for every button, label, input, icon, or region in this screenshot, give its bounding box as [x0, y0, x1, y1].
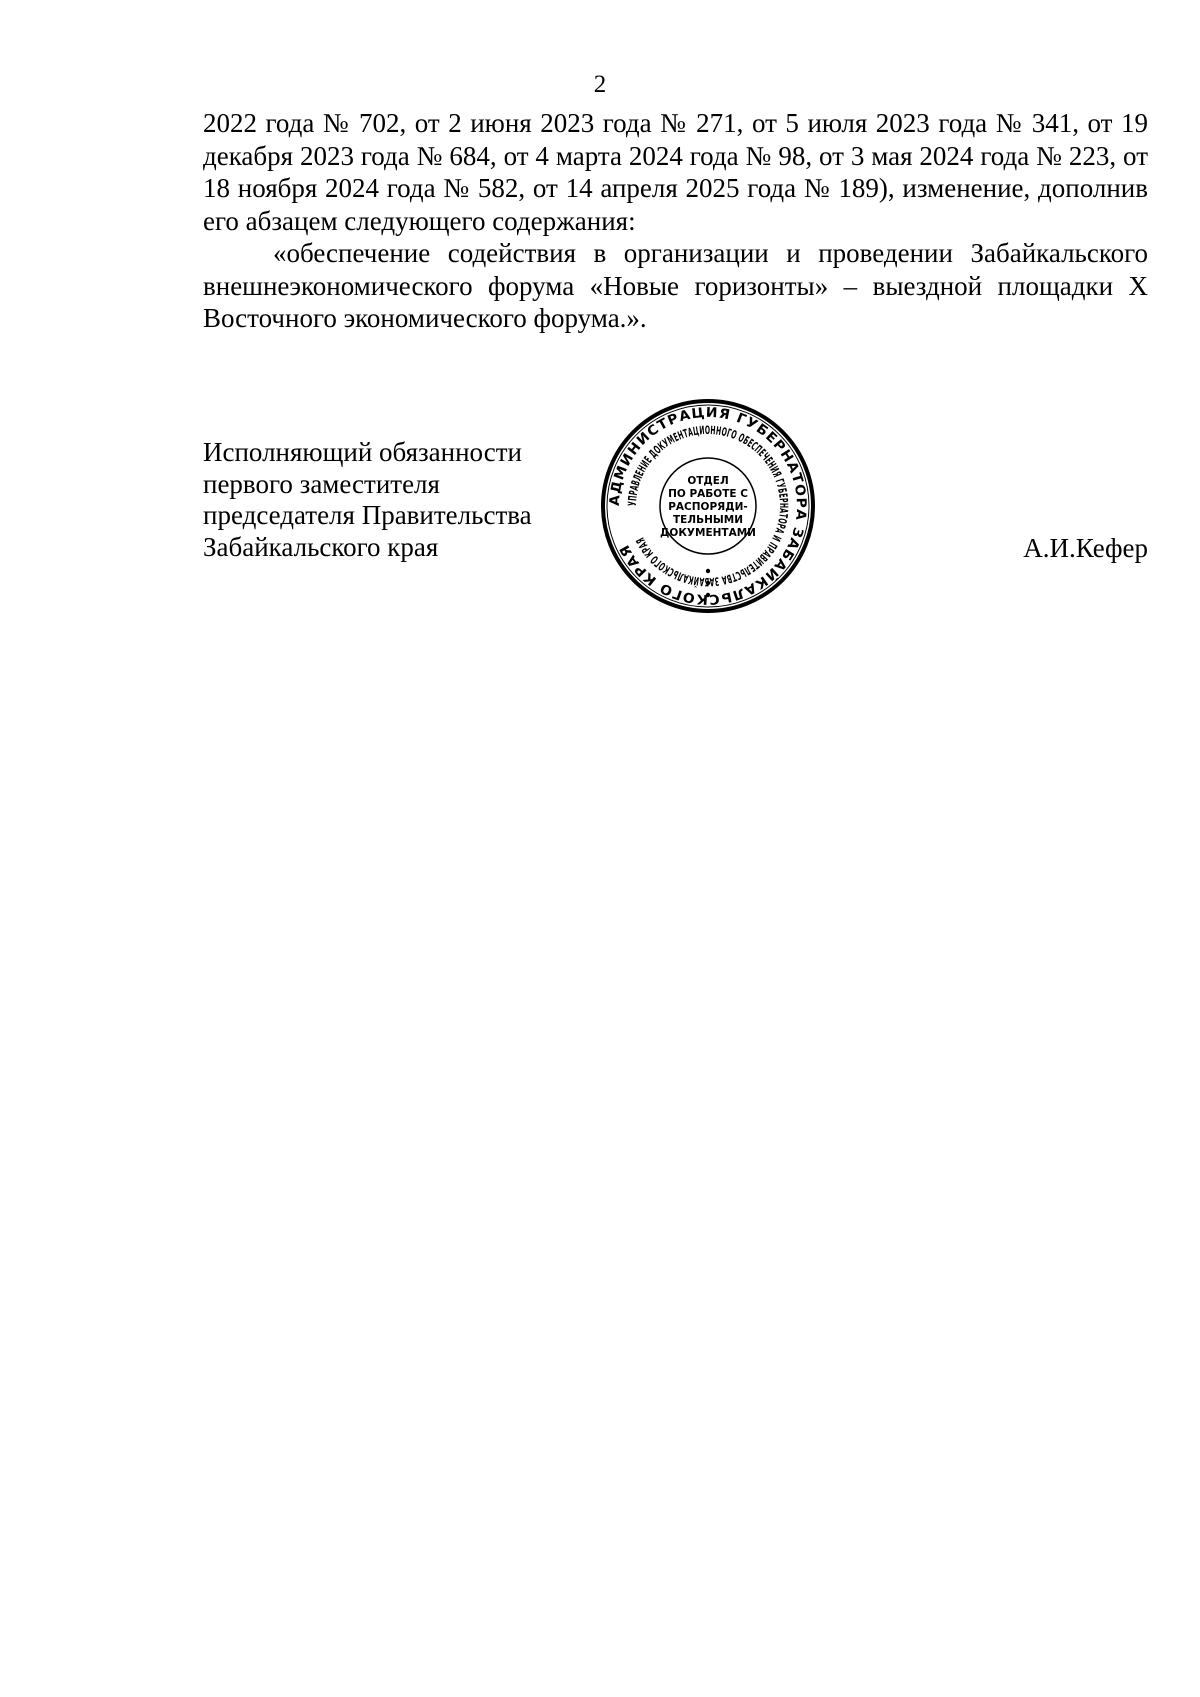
seal-center-line: ПО РАБОТЕ С — [668, 488, 748, 500]
seal-center-line: ОТДЕЛ — [687, 475, 729, 487]
official-seal — [598, 396, 818, 616]
seal-inner-textpath: УПРАВЛЕНИЕ ДОКУМЕНТАЦИОННОГО ОБЕСПЕЧЕНИЯ ГУБЕРНАТОРА И ПРАВИТЕЛЬСТВА З БАЙКАЛЬСКОГО КРАЯ — [624, 422, 792, 590]
signatory-position-line: Забайкальского края — [203, 531, 439, 562]
signatory-position-line: председателя Правительства — [203, 500, 532, 530]
seal-dot — [706, 581, 710, 585]
signatory-name: А.И.Кефер — [1023, 533, 1148, 563]
seal-center-line: ДОКУМЕНТАМИ — [660, 527, 756, 539]
seal-center-line: ТЕЛЬНЫМИ — [673, 514, 743, 526]
seal-graphic — [598, 396, 818, 616]
paragraph-new-clause: «обеспечение содействия в организации и проведении Забайкальского внешнеэкономического форума «Новые горизонты» – выездной площадки X Восточного экономического форума.». — [203, 238, 1148, 333]
page-number: 2 — [593, 71, 607, 98]
paragraph-amendment-list: 2022 года № 702, от 2 июня 2023 года № 271, от 5 июля 2023 года № 341, от 19 декабря 2023 года № 684, от 4 марта 2024 года № 98, от 3 мая 2024 года № 223, от 18 ноября 2024 года № 582, от 14 апреля 2025 года № 189), изменение, дополнив его абзацем следующего содержания: — [203, 108, 1148, 236]
seal-outer-textpath: АДМИНИСТРАЦИЯ ГУБЕРНАТОРА ЗАБАЙКАЛЬСКОГО КРАЯ — [606, 404, 810, 608]
document-body — [203, 107, 1148, 335]
seal-dot — [706, 569, 710, 573]
signatory-position-line: Исполняющий обязанности — [203, 437, 522, 467]
seal-dot — [706, 593, 710, 597]
signatory-position — [203, 437, 532, 563]
signatory-position-line: первого заместителя — [203, 468, 440, 499]
seal-center-line: РАСПОРЯДИ- — [668, 501, 748, 513]
